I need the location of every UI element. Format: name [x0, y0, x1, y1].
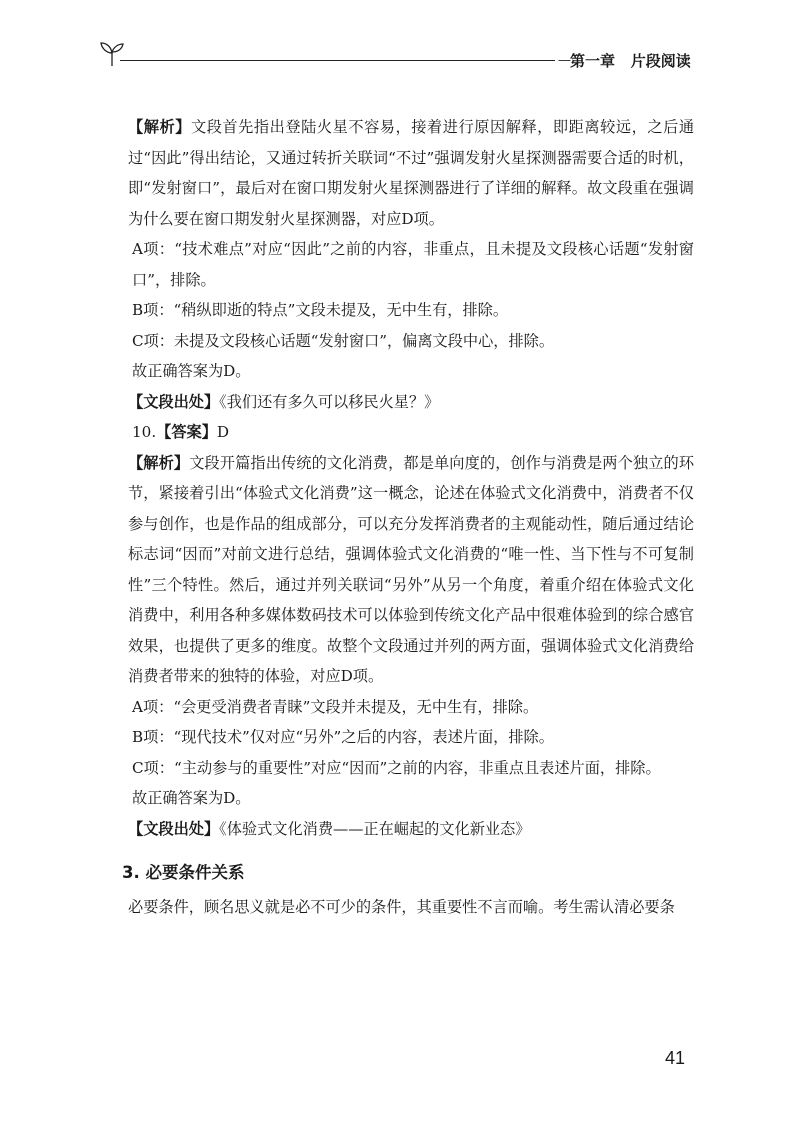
page-number: 41: [665, 1048, 686, 1068]
chapter-label: 第一章: [570, 52, 616, 70]
header-dash: —: [558, 53, 571, 68]
section-body: 必要条件，顾名思义就是必不可少的条件，其重要性不言而喻。考生需认清必要条: [128, 898, 675, 916]
paragraph-text: 文段开篇指出传统的文化消费，都是单向度的，创作与消费是两个独立的环节，紧接着引出“体验式文化消费”这一概念，论述在体验式文化消费中，消费者不仅参与创作，也是作品的组成部分，可以充分发挥消费者的主观能动性，随后通过结论标志词“因而”对前文进行总结，强调体验式文化消费的“唯一性、当下性与不可复制性”三个特性。然后，通过并列关联词“另外”从另一个角度，着重介绍在体验式文化消费中，利用各种多媒体数码技术可以体验到传统文化产品中很难体验到的综合感官效果，也提供了更多的维度。故整个文段通过并列的两方面，强调体验式文化消费给消费者带来的独特的体验，对应D项。: [128, 453, 695, 685]
paragraph-text: 故正确答案为D。: [132, 362, 251, 380]
header-rule: [120, 60, 555, 61]
source-title: 《体验式文化消费——正在崛起的文化新业态》: [219, 819, 531, 838]
source-paragraph-2: [128, 814, 694, 845]
option-a-paragraph-1: [128, 234, 694, 295]
sprout-icon: [98, 38, 126, 68]
paragraph-text: 故正确答案为D。: [132, 789, 251, 807]
option-b-paragraph-1: [128, 295, 694, 326]
paragraph-text: A项：“会更受消费者青睐”文段并未提及，无中生有，排除。: [132, 697, 539, 716]
paragraph-text: 文段首先指出登陆火星不容易，接着进行原因解释，即距离较远，之后通过“因此”得出结论，又通过转折关联词“不过”强调发射火星探测器需要合适的时机，即“发射窗口”，最后对在窗口期发射火星探测器进行了详细的解释。故文段重在强调为什么要在窗口期发射火星探测器，对应D项。: [128, 118, 695, 228]
analysis-paragraph-1: [128, 112, 694, 234]
question-number: 10.: [132, 423, 157, 441]
option-a-paragraph-2: [128, 692, 694, 723]
analysis-tag: 【解析】: [128, 118, 191, 136]
header-title: [570, 50, 691, 71]
option-b-paragraph-2: [128, 722, 694, 753]
section-label: 片段阅读: [630, 52, 691, 70]
source-tag: 【文段出处】: [128, 819, 220, 838]
analysis-tag: 【解析】: [128, 453, 190, 472]
answer-value: D: [216, 423, 230, 441]
paragraph-text: B项：“稍纵即逝的特点”文段未提及，无中生有，排除。: [132, 301, 509, 319]
page-header: [98, 38, 698, 78]
answer-paragraph-2: [128, 783, 694, 814]
question-10-answer: [128, 417, 694, 448]
paragraph-text: B项：“现代技术”仅对应“另外”之后的内容，表述片面，排除。: [132, 728, 554, 746]
page-content: [122, 112, 695, 923]
paragraph-text: C项：未提及文段核心话题“发射窗口”，偏离文段中心，排除。: [132, 331, 555, 350]
answer-tag: 【答案】: [156, 423, 217, 441]
paragraph-text: A项：“技术难点”对应“因此”之前的内容，非重点，且未提及文段核心话题“发射窗口”，排除。: [132, 240, 694, 289]
section-heading: 3. 必要条件关系: [122, 863, 245, 882]
option-c-paragraph-1: [128, 326, 694, 357]
source-paragraph-1: [128, 387, 694, 418]
source-tag: 【文段出处】: [128, 392, 220, 411]
analysis-paragraph-2: [128, 448, 694, 692]
answer-paragraph-1: [128, 356, 694, 387]
source-title: 《我们还有多久可以移民火星？》: [219, 392, 440, 411]
paragraph-text: C项：“主动参与的重要性”对应“因而”之前的内容，非重点且表述片面，排除。: [132, 758, 661, 777]
option-c-paragraph-2: [128, 753, 694, 784]
